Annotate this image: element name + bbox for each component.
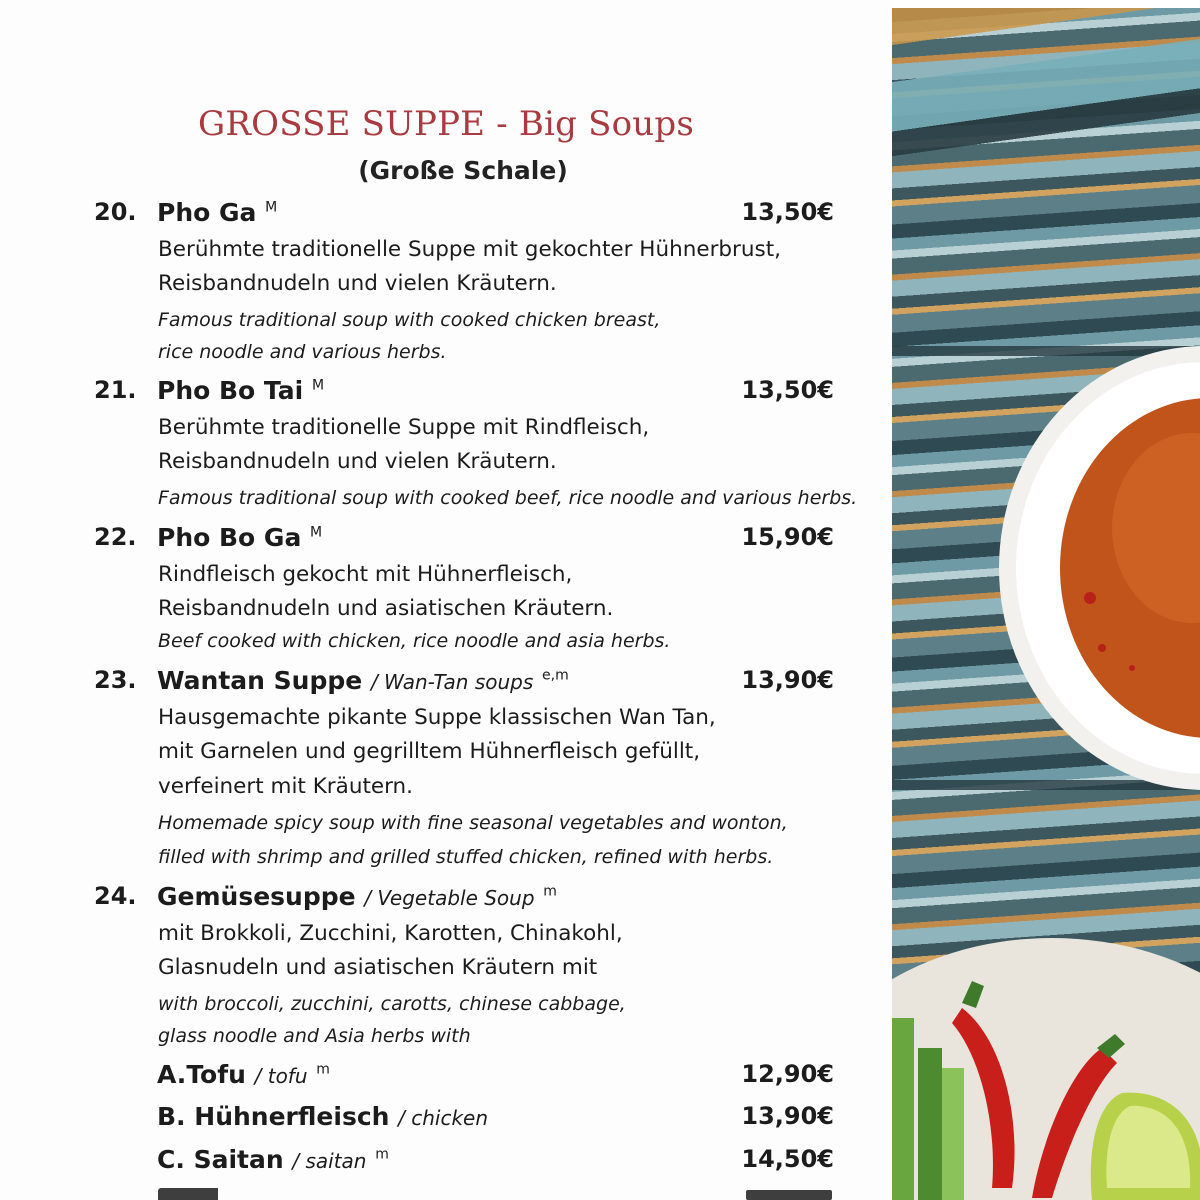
menu-item-header bbox=[94, 376, 834, 410]
item-description-de: Glasnudeln und asiatischen Kräutern mit bbox=[158, 955, 598, 980]
allergen-code: M bbox=[310, 524, 323, 541]
menu-option bbox=[94, 1060, 834, 1094]
item-name bbox=[157, 882, 557, 911]
decorative-photo-panel bbox=[892, 8, 1200, 1200]
item-name-en: / Vegetable Soup bbox=[364, 886, 535, 910]
option-name-de: Tofu bbox=[186, 1060, 246, 1089]
item-description-de: Berühmte traditionelle Suppe mit gekochter Hühnerbrust, bbox=[158, 237, 781, 262]
chili-vegetables-icon bbox=[892, 938, 1200, 1200]
item-number: 20. bbox=[94, 198, 137, 226]
item-number: 24. bbox=[94, 882, 137, 910]
allergen-code: M bbox=[311, 377, 325, 394]
item-description-de: Rindfleisch gekocht mit Hühnerfleisch, bbox=[158, 562, 573, 587]
item-name bbox=[157, 198, 277, 227]
item-name bbox=[157, 523, 322, 552]
option-name bbox=[157, 1102, 488, 1131]
item-description-de: Reisbandnudeln und vielen Kräutern. bbox=[158, 449, 557, 474]
option-name-de: Saitan bbox=[193, 1145, 284, 1174]
option-name bbox=[157, 1060, 330, 1089]
item-description-en: with broccoli, zucchini, carotts, chinese cabbage, bbox=[158, 993, 626, 1015]
item-name-de: Pho Bo Tai bbox=[157, 376, 304, 405]
item-name bbox=[157, 666, 569, 695]
item-description-en: Famous traditional soup with cooked chicken breast, bbox=[158, 309, 661, 331]
option-name-en: / tofu bbox=[254, 1064, 308, 1088]
menu-subtitle: (Große Schale) bbox=[358, 156, 568, 185]
item-description-en: Famous traditional soup with cooked beef, rice noodle and various herbs. bbox=[158, 487, 858, 509]
item-description-de: Reisbandnudeln und vielen Kräutern. bbox=[158, 271, 557, 296]
item-number: 22. bbox=[94, 523, 137, 551]
menu-title: GROSSE SUPPE - Big Soups bbox=[198, 104, 694, 144]
item-price: 13,50€ bbox=[741, 198, 834, 226]
allergen-code: m bbox=[543, 883, 557, 900]
item-name bbox=[157, 376, 324, 405]
menu-item-header bbox=[94, 882, 834, 916]
item-description-en: filled with shrimp and grilled stuffed chicken, refined with herbs. bbox=[158, 846, 774, 868]
item-price: 13,50€ bbox=[741, 376, 834, 404]
menu-item-header bbox=[94, 198, 834, 232]
item-description-de: Hausgemachte pikante Suppe klassischen Wan Tan, bbox=[158, 705, 716, 730]
option-name bbox=[157, 1145, 389, 1174]
allergen-code: m bbox=[316, 1061, 330, 1078]
option-letter: B. bbox=[157, 1102, 186, 1131]
option-name-en: / chicken bbox=[398, 1106, 489, 1130]
allergen-code: M bbox=[265, 199, 278, 216]
cut-off-text-fragment bbox=[158, 1188, 218, 1200]
item-description-de: Reisbandnudeln und asiatischen Kräutern. bbox=[158, 596, 614, 621]
item-price: 15,90€ bbox=[741, 523, 834, 551]
menu-item-header bbox=[94, 523, 834, 557]
item-description-en: rice noodle and various herbs. bbox=[158, 341, 447, 363]
menu-item-header bbox=[94, 666, 834, 700]
item-description-en: Beef cooked with chicken, rice noodle and asia herbs. bbox=[158, 630, 671, 652]
item-name-de: Pho Bo Ga bbox=[157, 523, 302, 552]
option-price: 13,90€ bbox=[741, 1102, 834, 1130]
option-price: 14,50€ bbox=[741, 1145, 834, 1173]
option-price: 12,90€ bbox=[741, 1060, 834, 1088]
option-name-en: / saitan bbox=[292, 1149, 367, 1173]
food-photo-illustration bbox=[892, 8, 1200, 1200]
item-price: 13,90€ bbox=[741, 666, 834, 694]
item-name-en: / Wan-Tan soups bbox=[370, 670, 534, 694]
item-name-de: Pho Ga bbox=[157, 198, 257, 227]
item-description-en: Homemade spicy soup with fine seasonal vegetables and wonton, bbox=[158, 812, 788, 834]
item-number: 21. bbox=[94, 376, 137, 404]
item-description-en: glass noodle and Asia herbs with bbox=[158, 1025, 471, 1047]
menu-option bbox=[94, 1145, 834, 1179]
allergen-code: m bbox=[375, 1146, 389, 1163]
cut-off-price-fragment bbox=[746, 1190, 832, 1200]
item-description-de: mit Garnelen und gegrilltem Hühnerfleisch gefüllt, bbox=[158, 739, 701, 764]
sauce-bowl-icon bbox=[999, 346, 1200, 790]
option-name-de: Hühnerfleisch bbox=[194, 1102, 390, 1131]
item-description-de: mit Brokkoli, Zucchini, Karotten, Chinakohl, bbox=[158, 921, 623, 946]
item-description-de: verfeinert mit Kräutern. bbox=[158, 774, 414, 799]
item-name-de: Wantan Suppe bbox=[157, 666, 363, 695]
option-letter: A. bbox=[157, 1060, 187, 1089]
menu-option bbox=[94, 1102, 834, 1136]
cut-off-option bbox=[158, 1188, 218, 1200]
item-name-de: Gemüsesuppe bbox=[157, 882, 356, 911]
option-letter: C. bbox=[157, 1145, 185, 1174]
allergen-code: e,m bbox=[542, 667, 569, 684]
item-description-de: Berühmte traditionelle Suppe mit Rindfleisch, bbox=[158, 415, 650, 440]
item-number: 23. bbox=[94, 666, 137, 694]
